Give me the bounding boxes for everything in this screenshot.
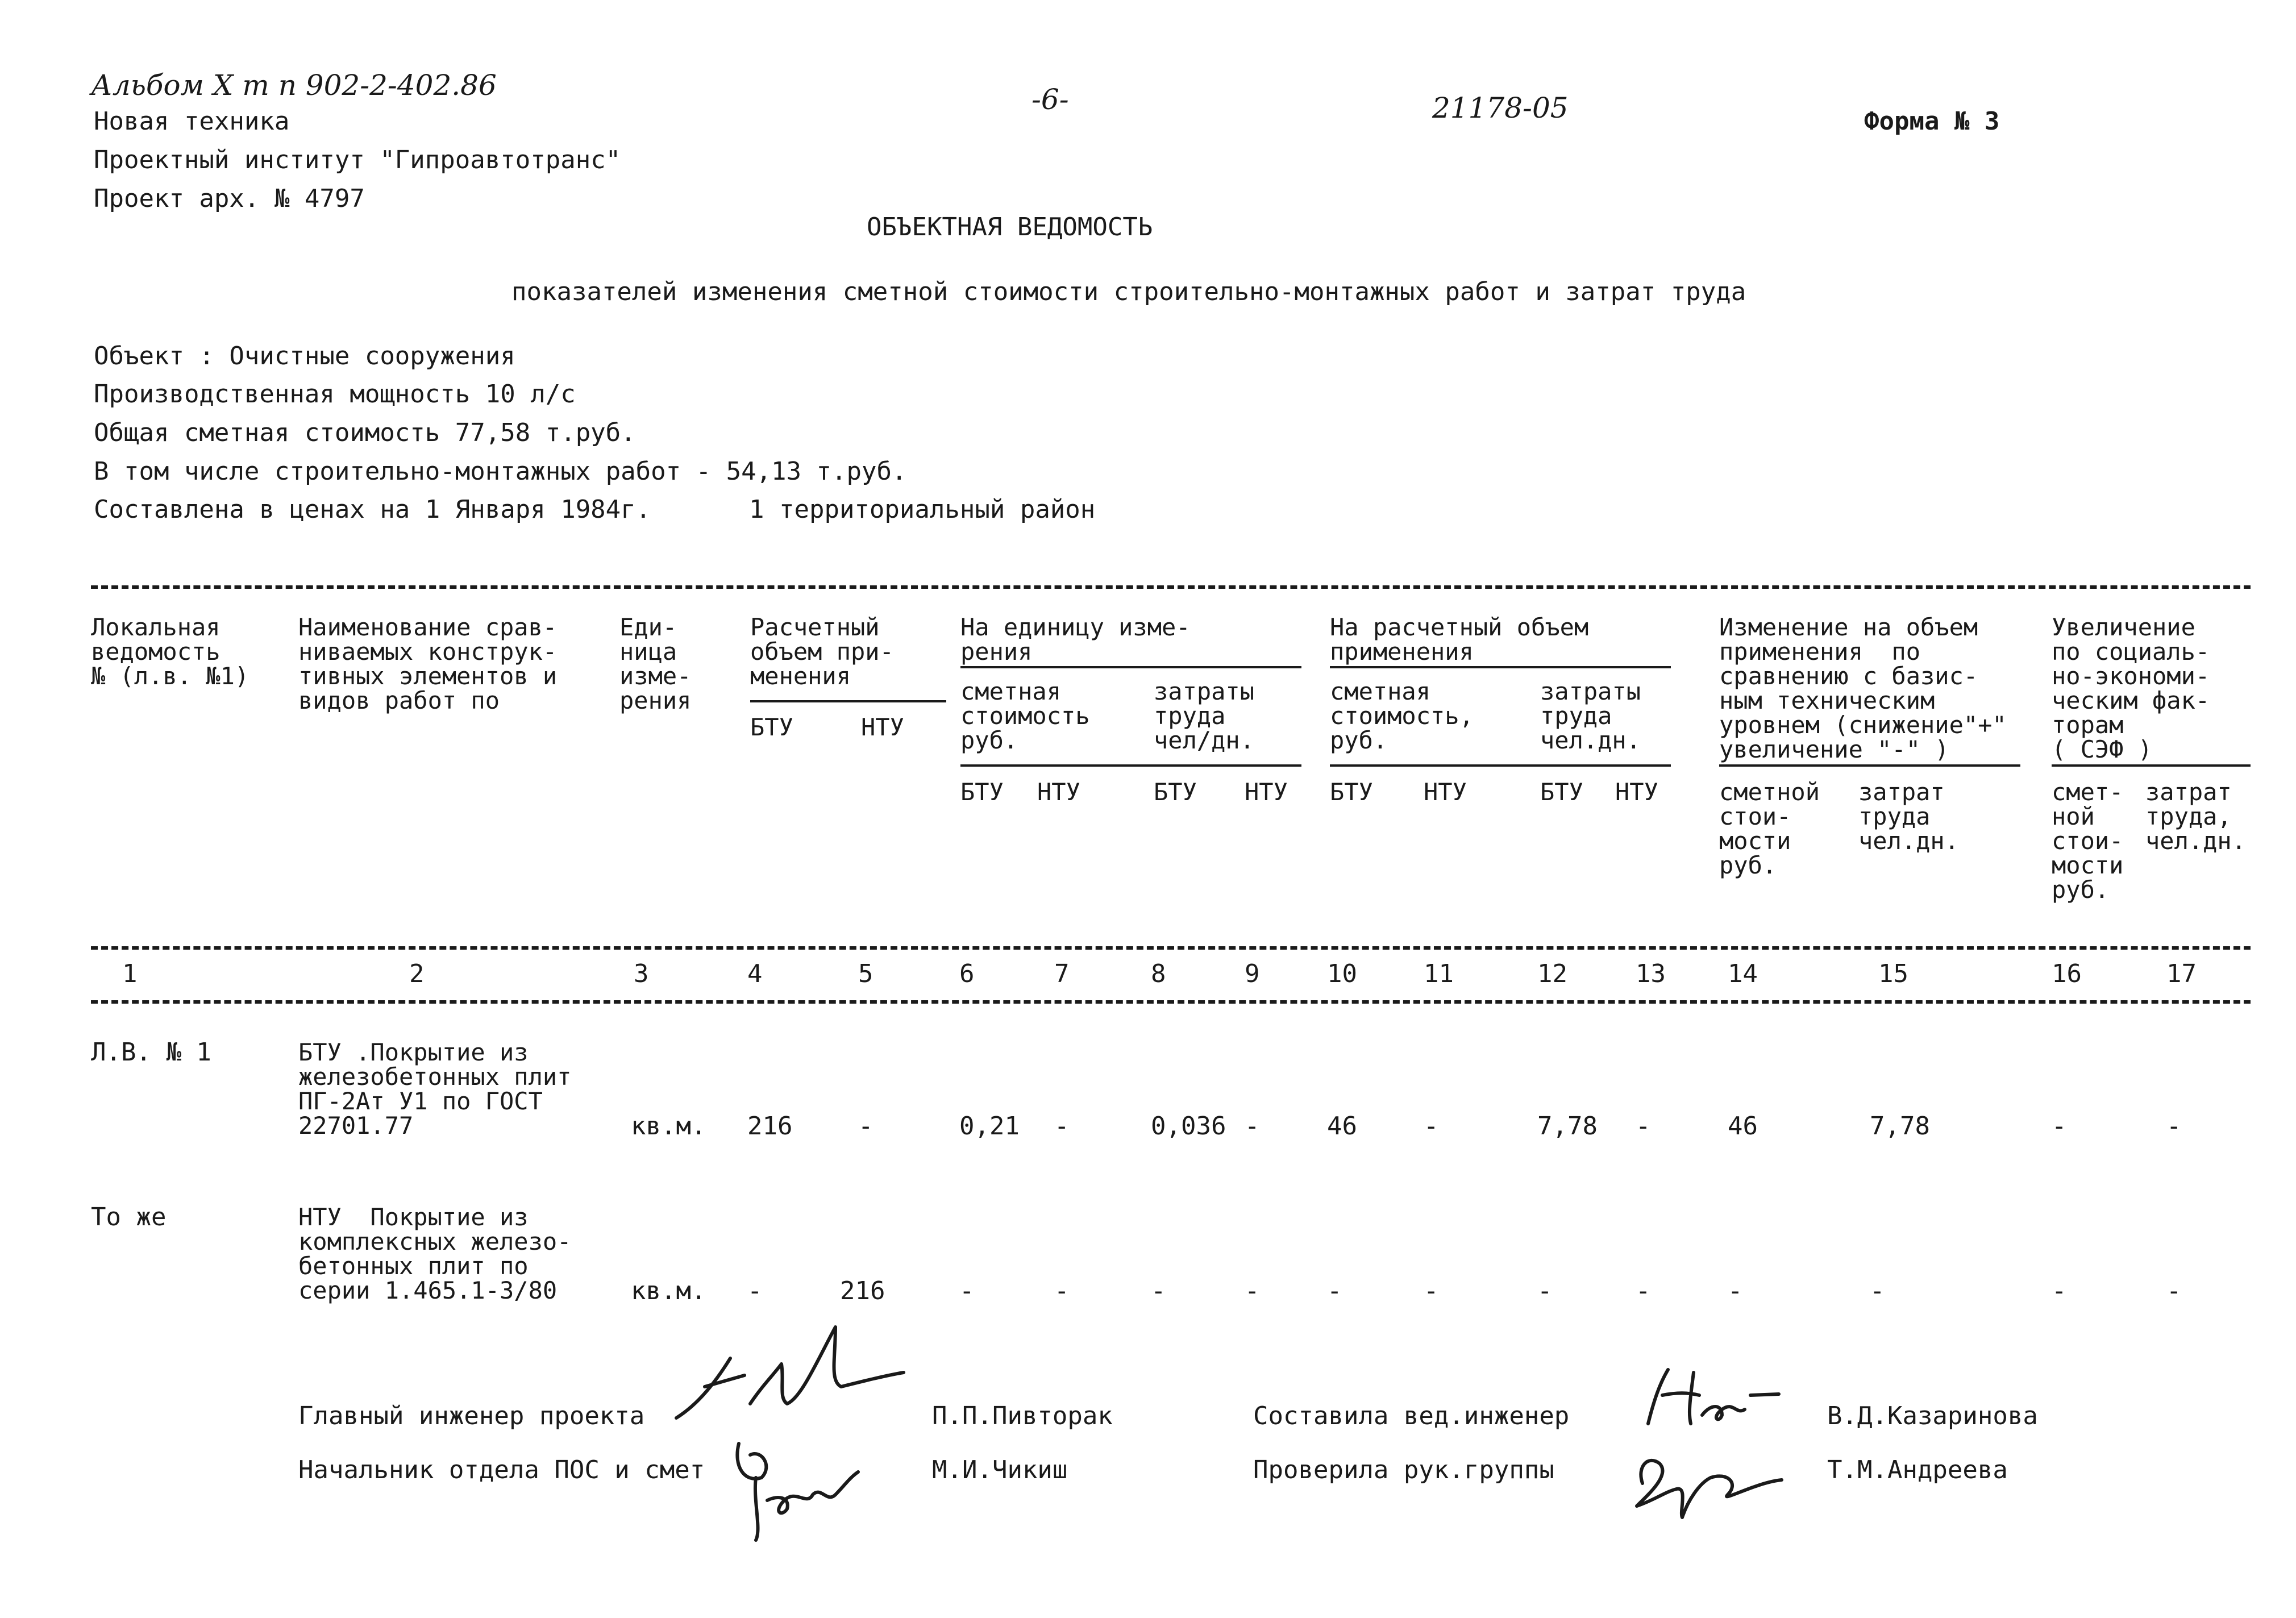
row-volume-cost-nty: - xyxy=(1424,1276,1439,1305)
header-bottom-dashed-rule xyxy=(91,946,2251,950)
col-header-sef-cost: смет- ной стои- мости руб. xyxy=(2052,778,2124,904)
col-number: 15 xyxy=(1878,959,1908,988)
col-header-unit-cost: сметная стоимость руб. xyxy=(960,677,1090,754)
col-number: 16 xyxy=(2052,959,2082,988)
col-numbers-dashed-rule xyxy=(91,1000,2251,1004)
info-object: Объект : Очистные сооружения xyxy=(94,342,515,371)
col-header-volume-cost-bty: БТУ xyxy=(1330,778,1373,806)
change-underline xyxy=(1719,764,2020,767)
department-head-title: Начальник отдела ПОС и смет xyxy=(298,1455,705,1484)
form-number: Форма № 3 xyxy=(1864,107,2000,136)
row-ref: То же xyxy=(91,1203,167,1232)
row-unit-labor-bty: 0,036 xyxy=(1151,1112,1226,1141)
department-head-name: М.И.Чикиш xyxy=(932,1455,1068,1484)
row-volume-cost-nty: - xyxy=(1424,1112,1439,1141)
row-volume-bty: 216 xyxy=(747,1112,793,1141)
header-top-dashed-rule xyxy=(91,585,2251,589)
col-number: 3 xyxy=(634,959,649,988)
chief-engineer-name: П.П.Пивторак xyxy=(932,1401,1113,1430)
row-volume-nty: 216 xyxy=(840,1276,885,1305)
page-number: -6- xyxy=(1031,83,1069,116)
row-unit-cost-nty: - xyxy=(1054,1112,1070,1141)
col-header-per-unit: На единицу изме- рения xyxy=(960,613,1191,665)
per-volume-sub-underline xyxy=(1330,764,1671,767)
album-reference: Альбом X т п 902-2-402.86 xyxy=(91,69,497,102)
col-header-volume-labor-nty: НТУ xyxy=(1615,778,1658,806)
info-region: 1 территориальный район xyxy=(749,495,1096,524)
row-unit-cost-bty: - xyxy=(959,1276,975,1305)
col-number: 7 xyxy=(1054,959,1070,988)
row-sef-labor: - xyxy=(2166,1112,2182,1141)
row-volume-labor-bty: - xyxy=(1537,1276,1553,1305)
department-head-signature xyxy=(722,1432,864,1546)
info-prices-date: Составлена в ценах на 1 Января 1984г. xyxy=(94,495,651,524)
row-unit-labor-bty: - xyxy=(1151,1276,1166,1305)
row-change-labor: 7,78 xyxy=(1870,1112,1930,1141)
header-line-institute: Проектный институт "Гипроавтотранс" xyxy=(94,145,621,174)
chief-engineer-title: Главный инженер проекта xyxy=(298,1401,645,1430)
row-volume-cost-bty: - xyxy=(1327,1276,1342,1305)
col-header-sef: Увеличение по социаль- но-экономи- ческим фак- торам ( СЭФ ) xyxy=(2052,613,2210,763)
info-total-cost: Общая сметная стоимость 77,58 т.руб. xyxy=(94,418,636,447)
checked-by-name: Т.М.Андреева xyxy=(1827,1455,2008,1484)
row-ref: Л.В. № 1 xyxy=(91,1038,211,1067)
col-header-volume-labor-bty: БТУ xyxy=(1540,778,1583,806)
col-header-volume-cost-nty: НТУ xyxy=(1424,778,1467,806)
row-volume-bty: - xyxy=(747,1276,763,1305)
compiled-by-signature xyxy=(1637,1361,1785,1435)
row-element-name: НТУ Покрытие из комплексных железо- бетонных плит по серии 1.465.1-3/80 xyxy=(298,1203,572,1304)
sef-underline xyxy=(2052,764,2251,767)
row-volume-labor-bty: 7,78 xyxy=(1537,1112,1598,1141)
row-unit-labor-nty: - xyxy=(1245,1276,1260,1305)
chief-engineer-signature xyxy=(665,1318,909,1432)
per-unit-underline xyxy=(960,666,1301,668)
row-volume-cost-bty: 46 xyxy=(1327,1112,1357,1141)
row-change-cost: 46 xyxy=(1728,1112,1758,1141)
col-header-change-cost: сметной стои- мости руб. xyxy=(1719,778,1820,879)
col-header-unit-labor: затраты труда чел/дн. xyxy=(1154,677,1255,754)
col-header-per-volume: На расчетный объем применения xyxy=(1330,613,1589,665)
checked-by-title: Проверила рук.группы xyxy=(1253,1455,1554,1484)
row-sef-cost: - xyxy=(2052,1276,2067,1305)
col-header-unit-labor-nty: НТУ xyxy=(1245,778,1288,806)
col-number: 5 xyxy=(858,959,874,988)
col-number: 12 xyxy=(1537,959,1567,988)
row-unit: кв.м. xyxy=(631,1276,706,1305)
col-header-unit-cost-nty: НТУ xyxy=(1037,778,1080,806)
document-subtitle: показателей изменения сметной стоимости строительно-монтажных работ и затрат труда xyxy=(511,277,1746,306)
info-smr-cost: В том числе строительно-монтажных работ - 54,13 т.руб. xyxy=(94,457,907,486)
row-volume-labor-nty: - xyxy=(1636,1276,1651,1305)
col-header-volume-labor: затраты труда чел.дн. xyxy=(1540,677,1641,754)
per-volume-underline xyxy=(1330,666,1671,668)
col-number: 13 xyxy=(1636,959,1666,988)
col-header-volume-nty: НТУ xyxy=(861,713,904,741)
col-header-unit: Еди- ница изме- рения xyxy=(619,613,692,714)
col-header-local-statement: Локальная ведомость № (л.в. №1) xyxy=(91,613,249,690)
header-line-project-archive: Проект арх. № 4797 xyxy=(94,184,365,213)
col-header-change: Изменение на объем применения по сравнению с базис- ным техническим уровнем (снижение"+" увеличение "-" ) xyxy=(1719,613,2007,763)
col-header-unit-cost-bty: БТУ xyxy=(960,778,1004,806)
col-number: 1 xyxy=(122,959,138,988)
row-sef-cost: - xyxy=(2052,1112,2067,1141)
document-title: ОБЪЕКТНАЯ ВЕДОМОСТЬ xyxy=(867,213,1153,242)
info-capacity: Производственная мощность 10 л/с xyxy=(94,380,576,409)
col-number: 2 xyxy=(409,959,425,988)
col-header-sef-labor: затрат труда, чел.дн. xyxy=(2145,778,2247,855)
row-unit: кв.м. xyxy=(631,1112,706,1141)
col-number: 4 xyxy=(747,959,763,988)
row-unit-cost-nty: - xyxy=(1054,1276,1070,1305)
row-change-cost: - xyxy=(1728,1276,1743,1305)
col-header-volume-bty: БТУ xyxy=(750,713,793,741)
col-header-volume-cost: сметная стоимость, руб. xyxy=(1330,677,1474,754)
row-element-name: БТУ .Покрытие из железобетонных плит ПГ-2Ат У1 по ГОСТ 22701.77 xyxy=(298,1038,572,1139)
row-unit-cost-bty: 0,21 xyxy=(959,1112,1020,1141)
compiled-by-title: Составила вед.инженер xyxy=(1253,1401,1570,1430)
col-number: 8 xyxy=(1151,959,1166,988)
col-number: 17 xyxy=(2166,959,2197,988)
row-unit-labor-nty: - xyxy=(1245,1112,1260,1141)
row-volume-labor-nty: - xyxy=(1636,1112,1651,1141)
col-number: 9 xyxy=(1245,959,1260,988)
checked-by-signature xyxy=(1625,1432,1785,1523)
per-unit-sub-underline xyxy=(960,764,1301,767)
row-sef-labor: - xyxy=(2166,1276,2182,1305)
design-volume-underline xyxy=(750,700,946,702)
row-change-labor: - xyxy=(1870,1276,1885,1305)
col-number: 11 xyxy=(1424,959,1454,988)
row-volume-nty: - xyxy=(858,1112,874,1141)
col-number: 14 xyxy=(1728,959,1758,988)
col-header-change-labor: затрат труда чел.дн. xyxy=(1858,778,1960,855)
col-header-element-name: Наименование срав- ниваемых конструк- тивных элементов и видов работ по xyxy=(298,613,558,714)
col-header-unit-labor-bty: БТУ xyxy=(1154,778,1197,806)
col-number: 10 xyxy=(1327,959,1357,988)
header-line-new-tech: Новая техника xyxy=(94,107,290,136)
col-number: 6 xyxy=(959,959,975,988)
compiled-by-name: В.Д.Казаринова xyxy=(1827,1401,2038,1430)
document-code: 21178-05 xyxy=(1432,91,1569,124)
col-header-design-volume: Расчетный объем при- менения xyxy=(750,613,894,690)
